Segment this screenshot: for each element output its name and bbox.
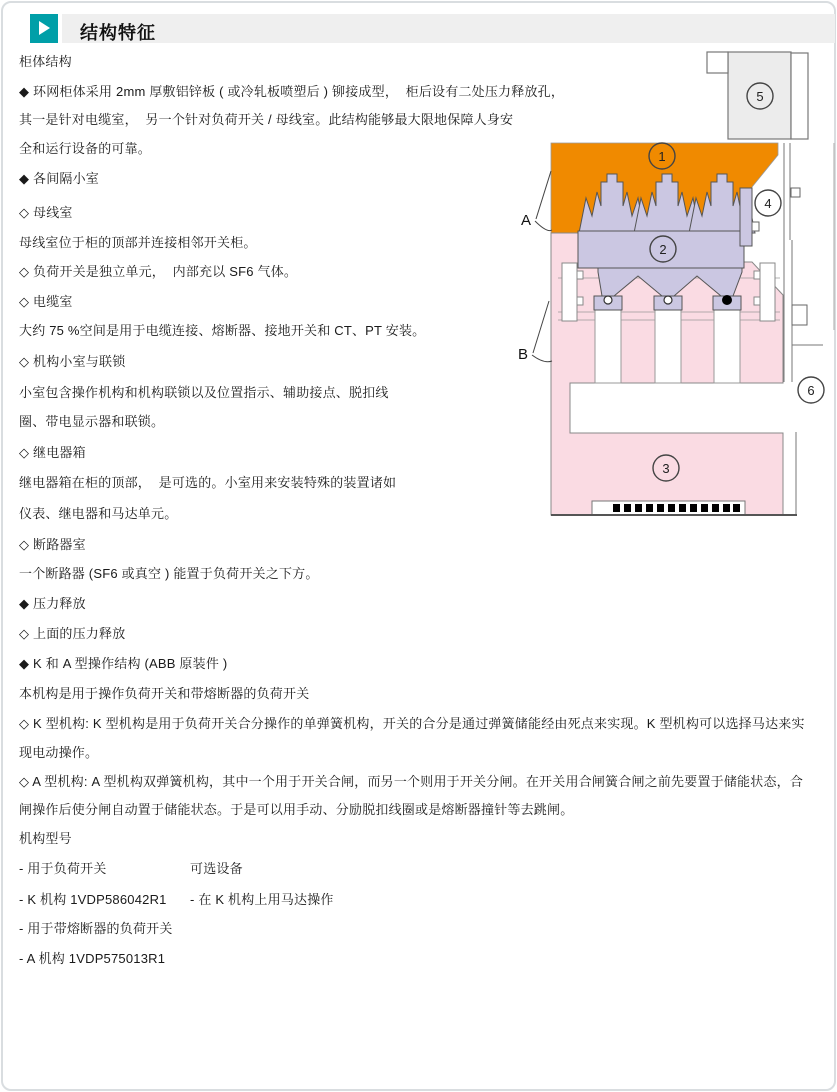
callout-3: 3 bbox=[662, 461, 670, 476]
text-line: 闸操作后使分闸自动置于储能状态。于是可以用手动、分励脱扣线圈或是熔断器撞针等去跳闸。 bbox=[19, 802, 574, 817]
text-line: - A 机构 1VDP575013R1 bbox=[19, 951, 166, 966]
text-line: - 在 K 机构上用马达操作 bbox=[190, 892, 334, 907]
callout-2: 2 bbox=[659, 242, 667, 257]
bushing-terminal-open-2 bbox=[664, 296, 672, 304]
text-line: ◇ 继电器箱 bbox=[19, 445, 86, 460]
text-line: - K 机构 1VDP586042R1 bbox=[19, 892, 167, 907]
text-line: 其一是针对电缆室， 另一个针对负荷开关 / 母线室。此结构能够最大限地保障人身安 bbox=[19, 112, 514, 127]
text-line: ◇ K 型机构: K 型机构是用于负荷开关合分操作的单弹簧机构，开关的合分是通过弹簧储能经由死点来实现。K 型机构可以选择马达来实 bbox=[19, 716, 805, 731]
label-leaders bbox=[532, 171, 552, 362]
relay-box-duct bbox=[791, 53, 808, 139]
text-line: 仪表、继电器和马达单元。 bbox=[19, 506, 178, 521]
load-break-switch bbox=[578, 174, 759, 310]
text-line: ◆ 环网柜体采用 2mm 厚敷铝锌板 ( 或冷轧板喷塑后 ) 铆接成型， 柜后设有二处压力释放孔， bbox=[19, 84, 565, 99]
callout-6: 6 bbox=[807, 383, 815, 398]
section-title: 结构特征 bbox=[80, 23, 156, 43]
right-wall bbox=[784, 143, 823, 515]
text-line: ◇ 断路器室 bbox=[19, 537, 86, 552]
text-line: ◆ K 和 A 型操作结构 (ABB 原装件 ) bbox=[19, 656, 228, 671]
text-line: 圈、带电显示器和联锁。 bbox=[19, 414, 165, 429]
text-line: ◆ 压力释放 bbox=[19, 596, 86, 611]
text-line: ◇ A 型机构: A 型机构双弹簧机构，其中一个用于开关合闸，而另一个则用于开关分闸。在开关用合闸簧合闸之前先要置于储能状态，合 bbox=[19, 774, 804, 789]
text-line: 继电器箱在柜的顶部， 是可选的。小室用来安装特殊的装置诸如 bbox=[19, 475, 397, 490]
text-line: 母线室位于柜的顶部并连接相邻开关柜。 bbox=[19, 235, 257, 250]
text-line: ◇ 上面的压力释放 bbox=[19, 626, 126, 641]
section-header-bar bbox=[62, 14, 835, 43]
text-line: - 用于带熔断器的负荷开关 bbox=[19, 921, 173, 936]
text-line: - 用于负荷开关 bbox=[19, 861, 107, 876]
callout-1: 1 bbox=[658, 149, 666, 164]
text-line: ◇ 母线室 bbox=[19, 205, 73, 220]
callout-5: 5 bbox=[756, 89, 764, 104]
relay-box-tab bbox=[707, 52, 728, 73]
cable-bushings bbox=[595, 310, 740, 383]
bushing-terminal-filled bbox=[723, 296, 732, 305]
text-line: 可选设备 bbox=[190, 861, 243, 876]
label-a: A bbox=[521, 212, 532, 229]
label-b: B bbox=[518, 346, 529, 363]
text-line: 现电动操作。 bbox=[19, 745, 99, 760]
text-line: 本机构是用于操作负荷开关和带熔断器的负荷开关 bbox=[19, 686, 310, 701]
switchgear-cross-section-diagram bbox=[480, 40, 837, 560]
text-line: 小室包含操作机构和机构联锁以及位置指示、辅助接点、脱扣线 bbox=[19, 385, 389, 400]
text-line: ◇ 电缆室 bbox=[19, 294, 73, 309]
bushing-terminal-open-1 bbox=[604, 296, 612, 304]
text-line: 全和运行设备的可靠。 bbox=[19, 141, 152, 156]
section-arrow-icon bbox=[30, 14, 58, 43]
text-line: ◇ 机构小室与联锁 bbox=[19, 354, 126, 369]
text-line: 柜体结构 bbox=[19, 54, 72, 69]
text-line: 机构型号 bbox=[19, 831, 72, 846]
text-line: ◆ 各间隔小室 bbox=[19, 171, 100, 186]
text-line: 大约 75 %空间是用于电缆连接、熔断器、接地开关和 CT、PT 安装。 bbox=[19, 323, 426, 338]
callout-4: 4 bbox=[764, 196, 772, 211]
text-line: ◇ 负荷开关是独立单元， 内部充以 SF6 气体。 bbox=[19, 264, 298, 279]
text-line: 一个断路器 (SF6 或真空 ) 能置于负荷开关之下方。 bbox=[19, 566, 319, 581]
